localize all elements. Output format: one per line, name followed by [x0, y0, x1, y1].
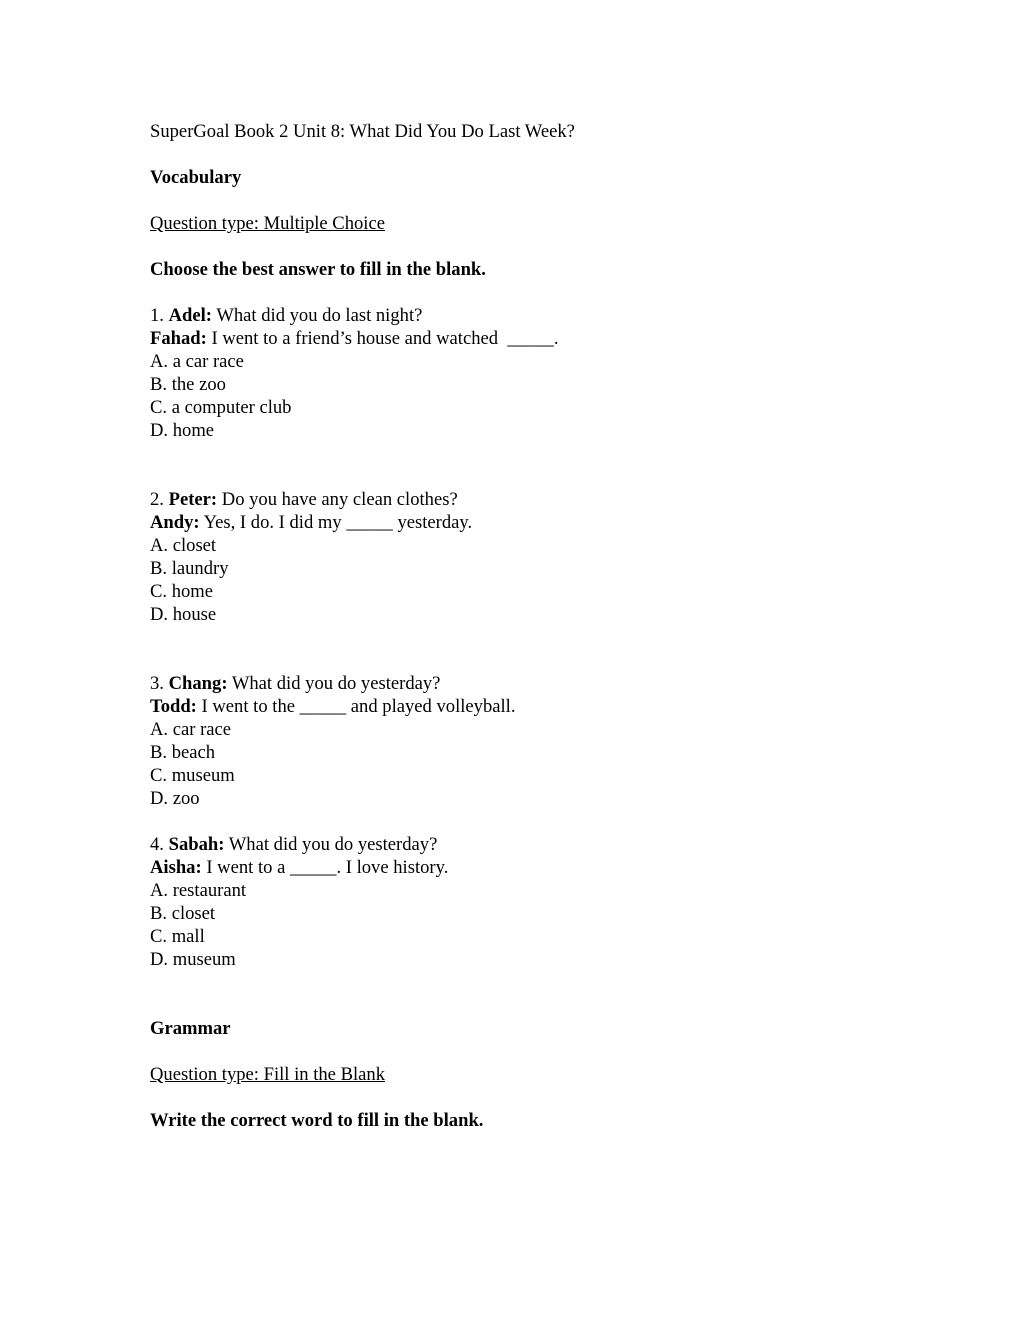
option-c: C. a computer club [150, 397, 292, 418]
speaker-1-line: What did you do yesterday? [231, 673, 441, 694]
question-number: 1. [150, 305, 164, 326]
document-page [150, 120, 910, 1132]
option-a: A. car race [150, 719, 232, 740]
question-number: 3. [150, 673, 164, 694]
option-a: A. closet [150, 535, 217, 556]
speaker-2: Aisha: [150, 857, 202, 878]
grammar-instruction: Write the correct word to fill in the blank. [150, 1110, 484, 1131]
speaker-2: Andy: [150, 512, 200, 533]
option-b: B. closet [150, 903, 216, 924]
question-number: 4. [150, 834, 164, 855]
vocabulary-instruction: Choose the best answer to fill in the blank. [150, 259, 486, 280]
question-4 [150, 833, 910, 971]
option-b: B. beach [150, 742, 216, 763]
speaker-2-line: I went to the _____ and played volleyball. [201, 696, 516, 717]
option-b: B. laundry [150, 558, 229, 579]
speaker-2: Todd: [150, 696, 197, 717]
speaker-1: Chang: [168, 673, 228, 694]
speaker-1-line: What did you do last night? [216, 305, 423, 326]
option-c: C. mall [150, 926, 205, 947]
speaker-1: Adel: [168, 305, 212, 326]
speaker-2-line: I went to a _____. I love history. [206, 857, 449, 878]
vocabulary-heading: Vocabulary [150, 167, 242, 188]
question-number: 2. [150, 489, 164, 510]
speaker-1: Sabah: [168, 834, 225, 855]
option-d: D. home [150, 420, 215, 441]
option-c: C. museum [150, 765, 235, 786]
option-b: B. the zoo [150, 374, 226, 395]
speaker-1-line: What did you do yesterday? [228, 834, 438, 855]
option-d: D. house [150, 604, 217, 625]
option-d: D. zoo [150, 788, 200, 809]
speaker-1: Peter: [168, 489, 218, 510]
option-d: D. museum [150, 949, 236, 970]
question-1 [150, 304, 910, 442]
option-a: A. a car race [150, 351, 244, 372]
grammar-question-type: Question type: Fill in the Blank [150, 1064, 385, 1085]
speaker-1-line: Do you have any clean clothes? [221, 489, 458, 510]
option-a: A. restaurant [150, 880, 247, 901]
option-c: C. home [150, 581, 214, 602]
document-title: SuperGoal Book 2 Unit 8: What Did You Do Last Week? [150, 121, 575, 142]
grammar-heading: Grammar [150, 1018, 231, 1039]
speaker-2: Fahad: [150, 328, 207, 349]
question-3 [150, 672, 910, 810]
speaker-2-line: I went to a friend’s house and watched _____. [211, 328, 559, 349]
vocabulary-question-type: Question type: Multiple Choice [150, 213, 385, 234]
speaker-2-line: Yes, I do. I did my _____ yesterday. [203, 512, 473, 533]
question-2 [150, 488, 910, 626]
